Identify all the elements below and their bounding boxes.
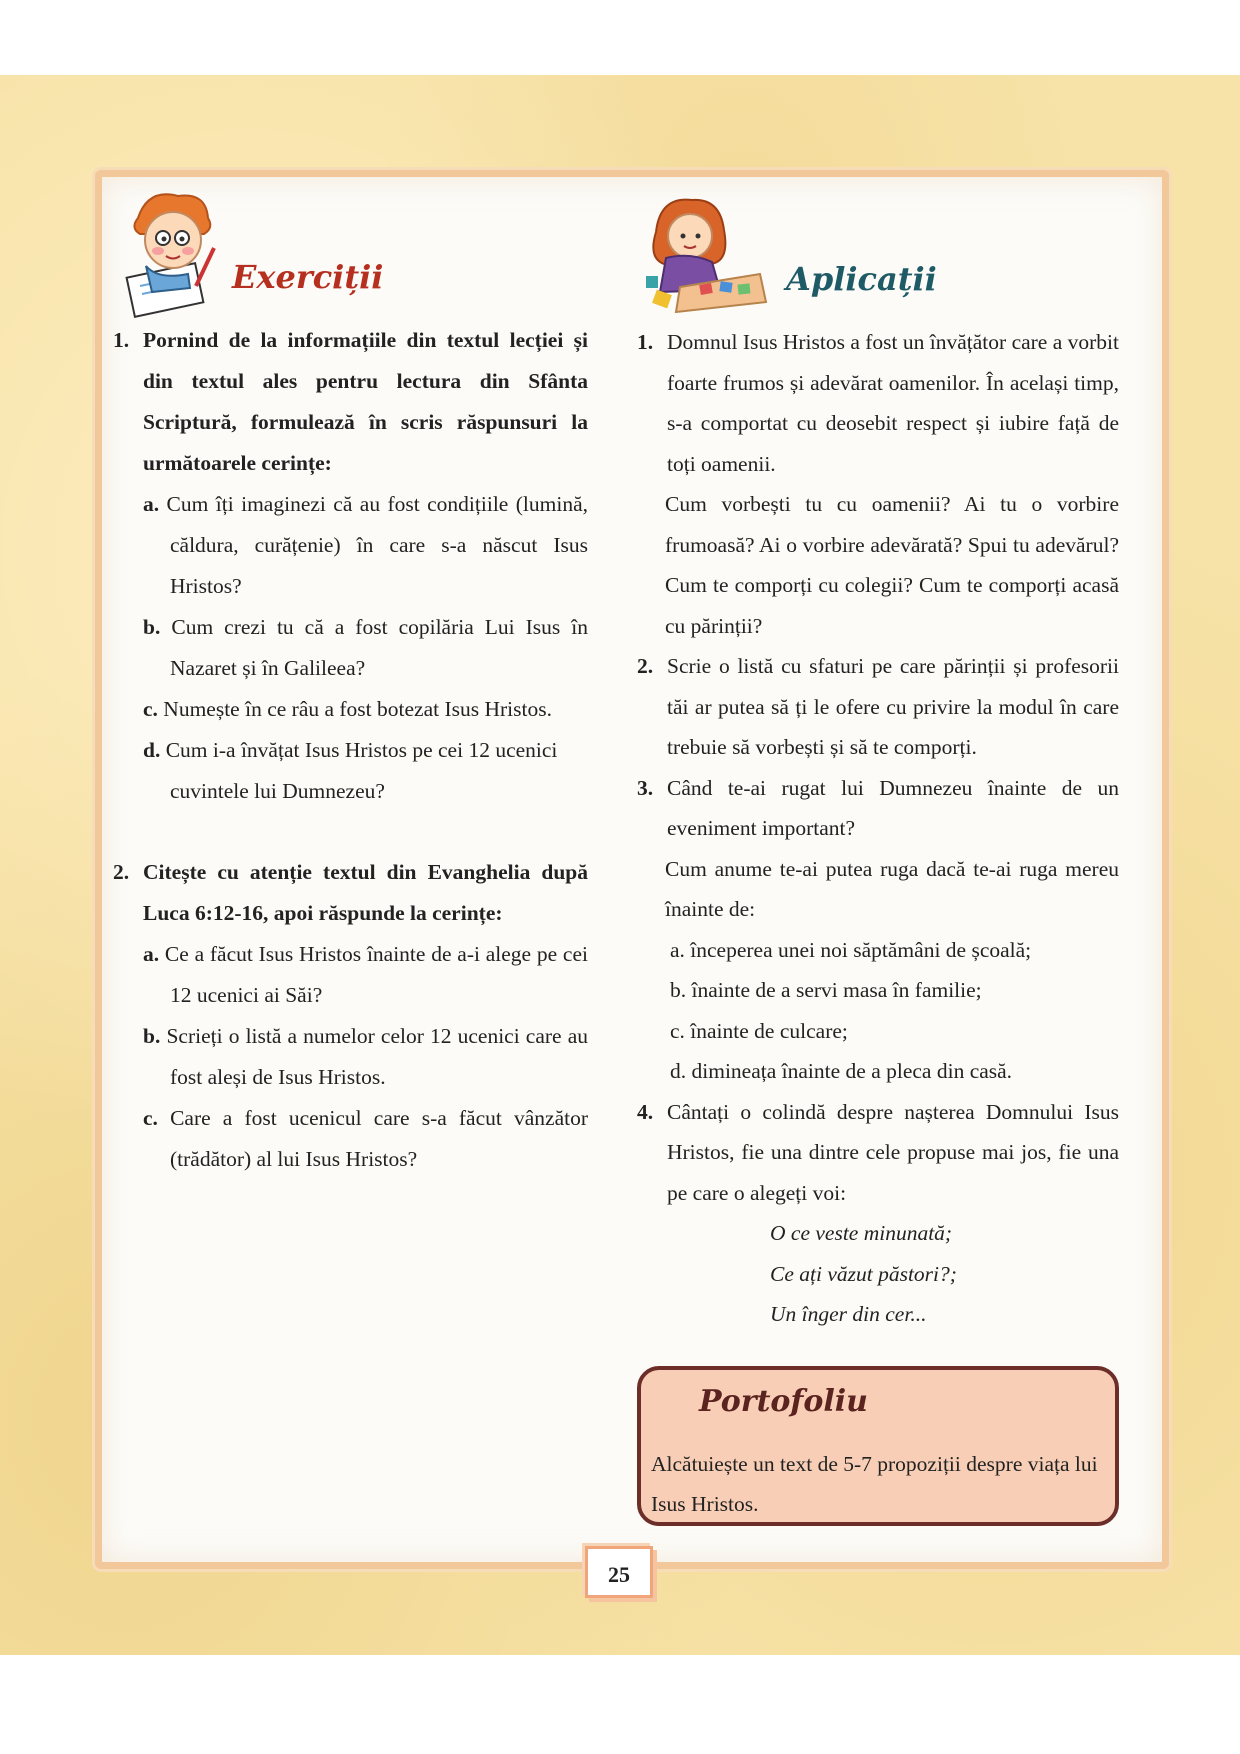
exercise-1c-text: Numește în ce râu a fost botezat Isus Hristos. [163, 697, 552, 721]
application-2 [637, 646, 1119, 768]
exercise-1b [140, 607, 588, 689]
carol-song-1: O ce veste minunată; [770, 1221, 953, 1245]
application-3-question: Cum anume te-ai putea ruga dacă te-ai ruga mereu înainte de: [665, 856, 1119, 921]
aplicatii-heading: Aplicații [786, 260, 937, 298]
exercitii-heading: Exerciții [232, 258, 384, 296]
application-3a: a. începerea unei noi săptămâni de școală; [670, 937, 1032, 962]
application-4-number: 4. [637, 1099, 654, 1124]
exercise-1-text: Pornind de la informațiile din textul lecției și din textul ales pentru lectura din Sfânta Scriptură, formulează în scris răspunsuri la următoarele cerințe: [143, 328, 588, 475]
exercises-column [113, 320, 588, 1180]
exercise-2c-text: Care a fost ucenicul care s-a făcut vânzător (trădător) al lui Isus Hristos? [170, 1106, 589, 1171]
exercise-1a-text: Cum îți imaginezi că au fost condițiile (lumină, căldura, curățenie) în care s-a născut Isus Hristos? [166, 492, 589, 598]
exercise-1c-letter: c. [143, 697, 158, 721]
application-3c: c. înainte de culcare; [670, 1018, 848, 1043]
page-number: 25 [585, 1546, 653, 1598]
application-1-text: Domnul Isus Hristos a fost un învățător care a vorbit foarte frumos și adevărat oamenilor. În același timp, s-a comportat cu deosebit respect și iubire față de toți oamenii. [667, 330, 1120, 476]
application-3-number: 3. [637, 775, 654, 800]
exercise-1 [113, 320, 588, 484]
applications-column [637, 322, 1119, 1335]
exercise-2a [140, 934, 588, 1016]
carol-song-3: Un înger din cer... [770, 1302, 927, 1326]
exercise-1b-letter: b. [143, 615, 161, 639]
exercise-2 [113, 852, 588, 934]
application-4 [637, 1092, 1119, 1214]
exercise-2-text: Citește cu atenție textul din Evanghelia după Luca 6:12-16, apoi răspunde la cerințe: [143, 860, 588, 925]
exercise-2b-text: Scrieți o listă a numelor celor 12 ucenici care au fost aleși de Isus Hristos. [166, 1024, 588, 1089]
application-2-text: Scrie o listă cu sfaturi pe care părinții și profesorii tăi ar putea să ți le ofere cu privire la modul în care trebuie să vorbești și să te comporți. [667, 654, 1119, 759]
girl-puzzle-illustration [640, 192, 770, 322]
exercise-1c [143, 689, 588, 730]
exercise-1d-letter: d. [143, 738, 161, 762]
exercise-1b-text: Cum crezi tu că a fost copilăria Lui Isus în Nazaret și în Galileea? [170, 615, 589, 680]
application-4-text: Cântați o colindă despre nașterea Domnului Isus Hristos, fie una dintre cele propuse mai jos, fie una pe care o alegeți voi: [667, 1099, 1119, 1205]
application-3b: b. înainte de a servi masa în familie; [670, 978, 982, 1002]
portfolio-text: Alcătuiește un text de 5-7 propoziții despre viața lui Isus Hristos. [651, 1452, 1098, 1516]
portfolio-title: Portofoliu [699, 1384, 868, 1419]
application-1-number: 1. [637, 330, 654, 354]
exercise-1d [140, 730, 588, 812]
application-3 [637, 768, 1119, 849]
application-3-text: Când te-ai rugat lui Dumnezeu înainte de un eveniment important? [667, 775, 1119, 840]
exercise-2b [140, 1016, 588, 1098]
exercise-1a [140, 484, 588, 607]
boy-writing-illustration [118, 188, 228, 318]
exercise-2a-text: Ce a făcut Isus Hristos înainte de a-i alege pe cei 12 ucenici ai Săi? [164, 942, 588, 1007]
exercise-2c [140, 1098, 588, 1180]
exercise-1-number: 1. [113, 328, 130, 352]
application-1-questions: Cum vorbești tu cu oamenii? Ai tu o vorbire frumoasă? Ai o vorbire adevărată? Spui tu adevărul? Cum te comporți cu colegii? Cum te comporți acasă cu părinții? [665, 492, 1119, 638]
application-1 [637, 322, 1119, 484]
exercise-1a-letter: a. [143, 492, 160, 516]
application-3d: d. dimineața înainte de a pleca din casă. [670, 1059, 1013, 1083]
exercise-2c-letter: c. [143, 1106, 158, 1130]
carol-song-2: Ce ați văzut păstori?; [770, 1261, 957, 1286]
application-2-number: 2. [637, 654, 654, 678]
exercise-2-number: 2. [113, 860, 130, 884]
exercise-2b-letter: b. [143, 1024, 161, 1048]
exercise-1d-text: Cum i-a învățat Isus Hristos pe cei 12 ucenici cuvintele lui Dumnezeu? [165, 738, 558, 803]
portfolio-box [637, 1366, 1119, 1526]
exercise-2a-letter: a. [143, 942, 160, 966]
